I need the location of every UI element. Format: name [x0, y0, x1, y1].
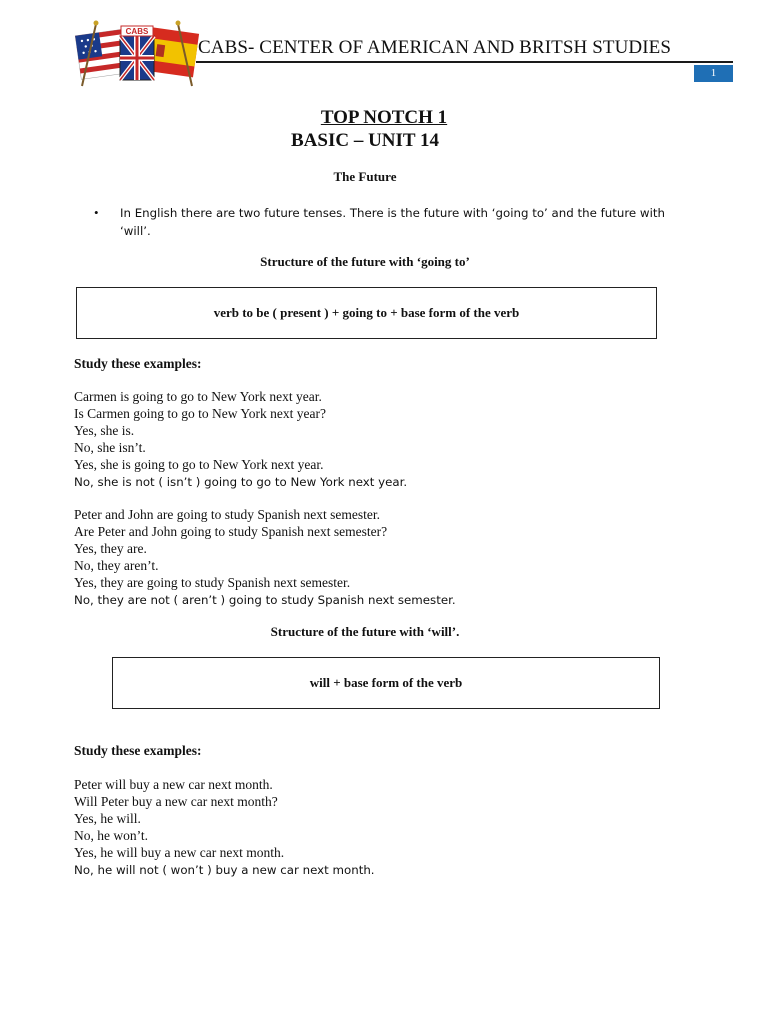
will-heading: Structure of the future with ‘will’.: [270, 624, 460, 639]
study-label-will: Study these examples:: [74, 743, 202, 758]
logo-text: CABS: [125, 27, 149, 36]
going-to-formula-box: [76, 287, 657, 339]
section-heading: The Future: [333, 169, 397, 184]
example-line: Yes, they are.: [74, 540, 147, 556]
bullet-icon: •: [94, 205, 99, 220]
page-number-badge: 1: [694, 65, 733, 82]
example-line: Yes, she is.: [74, 422, 135, 438]
example-line: Yes, he will.: [74, 810, 141, 826]
example-line: Is Carmen going to go to New York next year?: [74, 405, 326, 421]
going-to-heading: Structure of the future with ‘going to’: [260, 254, 470, 269]
example-line: Peter and John are going to study Spanish next semester.: [74, 507, 380, 522]
example-line: Peter will buy a new car next month.: [74, 777, 273, 792]
unit-title: BASIC – UNIT 14: [291, 130, 439, 151]
example-line: Yes, they are going to study Spanish next semester.: [74, 574, 351, 590]
example-line: No, she isn’t.: [74, 439, 146, 455]
example-line: Are Peter and John going to study Spanish next semester?: [74, 523, 388, 539]
example-line: Yes, she is going to go to New York next year.: [74, 456, 324, 472]
example-line: Will Peter buy a new car next month?: [74, 793, 278, 809]
intro-bullet-text: In English there are two future tenses. There is the future with ‘going to’ and the future with ‘will’.: [120, 206, 665, 238]
example-line: No, he will not ( won’t ) buy a new car next month.: [74, 862, 375, 877]
example-line: No, she is not ( isn’t ) going to go to New York next year.: [74, 474, 408, 489]
study-label-going-to: Study these examples:: [74, 356, 202, 371]
going-to-formula: verb to be ( present ) + going to + base form of the verb: [213, 305, 520, 320]
document-title: [0, 107, 768, 129]
will-formula: will + base form of the verb: [309, 675, 463, 690]
example-line: Carmen is going to go to New York next year.: [74, 389, 322, 404]
going-to-examples-1: [74, 389, 407, 490]
example-line: No, they aren’t.: [74, 557, 159, 573]
example-line: Yes, he will buy a new car next month.: [74, 844, 285, 860]
will-examples: [74, 777, 375, 878]
header-rule: [196, 61, 733, 63]
intro-bullet: [94, 204, 674, 240]
will-formula-box: [112, 657, 660, 709]
flags-logo-icon: [74, 18, 200, 90]
example-line: No, they are not ( aren’t ) going to study Spanish next semester.: [74, 592, 456, 607]
cabs-logo: [74, 18, 200, 90]
org-title: CABS- CENTER OF AMERICAN AND BRITSH STUDIES: [198, 37, 672, 58]
example-line: No, he won’t.: [74, 827, 148, 843]
title-line-1: TOP NOTCH 1: [320, 107, 448, 128]
going-to-examples-2: [74, 507, 456, 608]
